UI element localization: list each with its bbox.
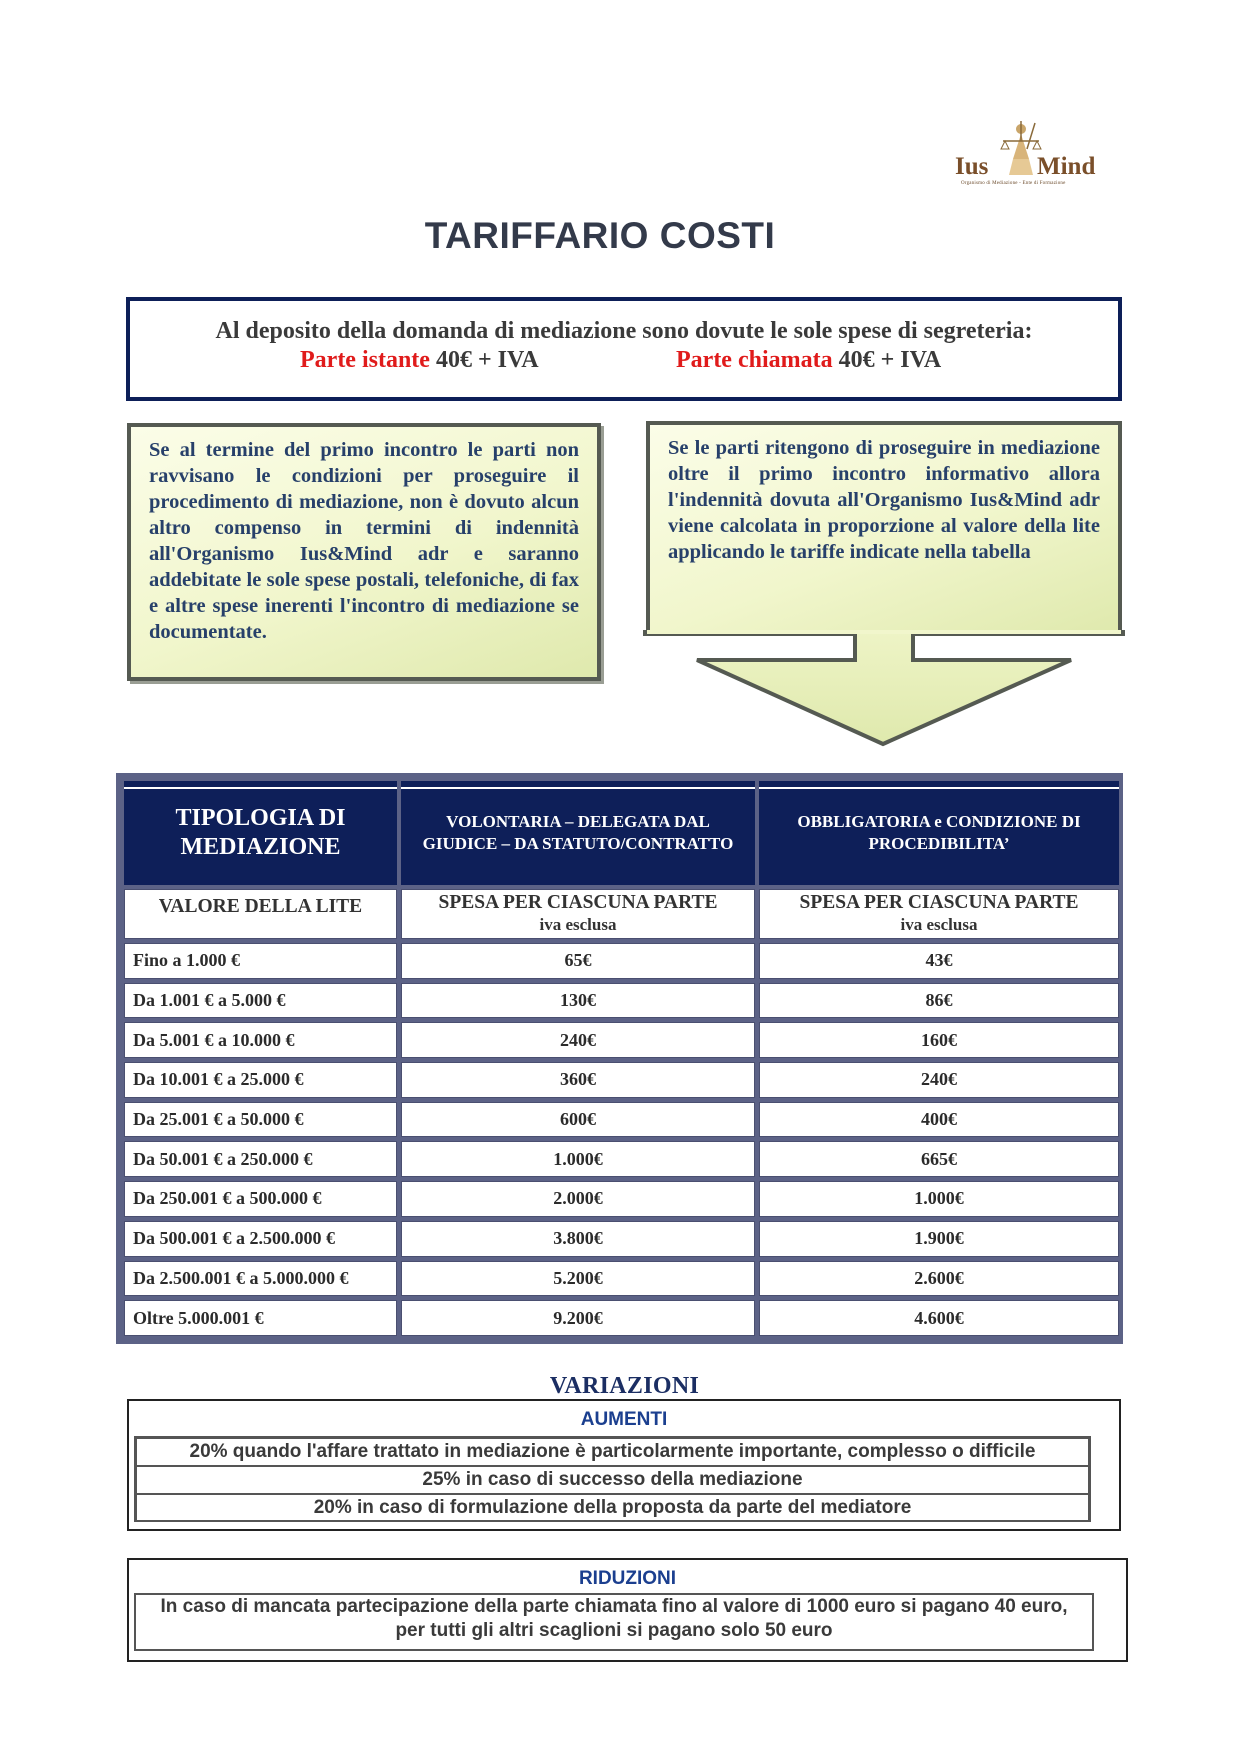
row-range: Da 250.001 € a 500.000 € bbox=[124, 1181, 397, 1217]
subheader-spesa-volontaria-line1: SPESA PER CIASCUNA PARTE bbox=[438, 892, 718, 913]
header-tipologia: TIPOLOGIA DI MEDIAZIONE bbox=[124, 781, 397, 885]
aumenti-item: 20% quando l'affare trattato in mediazione è particolarmente importante, complesso o difficile bbox=[136, 1438, 1089, 1466]
logo-ius-text: Ius bbox=[955, 153, 989, 180]
first-meeting-info-text: Se al termine del primo incontro le parti non ravvisano le condizioni per proseguire il procedimento di mediazione, non è dovuto alcun altro compenso in termini di indennità all'Organismo Ius&Mind adr e saranno addebitate le sole spese postali, telefoniche, di fax e altre spese inerenti l'incontro di mediazione se documentate. bbox=[149, 439, 579, 643]
subheader-spesa-obbligatoria-line1: SPESA PER CIASCUNA PARTE bbox=[799, 892, 1079, 913]
row-range: Da 2.500.001 € a 5.000.000 € bbox=[124, 1261, 397, 1297]
riduzioni-box bbox=[127, 1558, 1128, 1662]
row-volontaria: 5.200€ bbox=[401, 1261, 755, 1297]
table-row bbox=[124, 1141, 1119, 1177]
subheader-spesa-obbligatoria-line2: iva esclusa bbox=[900, 915, 978, 934]
variazioni-title: VARIAZIONI bbox=[549, 1373, 700, 1399]
row-obbligatoria: 665€ bbox=[759, 1141, 1119, 1177]
row-obbligatoria: 2.600€ bbox=[759, 1261, 1119, 1297]
subheader-spesa-volontaria bbox=[401, 889, 755, 939]
table-row bbox=[124, 1221, 1119, 1257]
header-obbligatoria: OBBLIGATORIA e CONDIZIONE DI PROCEDIBILITA’ bbox=[759, 781, 1119, 885]
table-row bbox=[124, 1181, 1119, 1217]
aumenti-list bbox=[134, 1436, 1091, 1522]
row-obbligatoria: 1.900€ bbox=[759, 1221, 1119, 1257]
ius-mind-logo bbox=[955, 115, 1105, 193]
logo-mind-text: Mind bbox=[1037, 153, 1096, 180]
riduzioni-list bbox=[134, 1593, 1094, 1651]
subheader-spesa-volontaria-line2: iva esclusa bbox=[539, 915, 617, 934]
row-volontaria: 360€ bbox=[401, 1062, 755, 1098]
aumenti-item: 25% in caso di successo della mediazione bbox=[136, 1466, 1089, 1494]
parte-chiamata-fee bbox=[676, 347, 941, 374]
parte-istante-fee bbox=[300, 347, 539, 374]
row-range: Fino a 1.000 € bbox=[124, 943, 397, 979]
parte-chiamata-label: Parte chiamata bbox=[676, 347, 833, 373]
logo-tagline: Organismo di Mediazione - Ente di Formazione bbox=[961, 181, 1066, 186]
aumenti-title: AUMENTI bbox=[580, 1409, 668, 1430]
row-range: Da 500.001 € a 2.500.000 € bbox=[124, 1221, 397, 1257]
table-row bbox=[124, 1261, 1119, 1297]
subheader-valore-lite: VALORE DELLA LITE bbox=[124, 889, 397, 939]
row-range: Da 1.001 € a 5.000 € bbox=[124, 983, 397, 1019]
row-volontaria: 130€ bbox=[401, 983, 755, 1019]
first-meeting-info-box bbox=[127, 423, 601, 681]
row-volontaria: 1.000€ bbox=[401, 1141, 755, 1177]
row-volontaria: 65€ bbox=[401, 943, 755, 979]
row-volontaria: 9.200€ bbox=[401, 1300, 755, 1336]
row-volontaria: 600€ bbox=[401, 1102, 755, 1138]
row-obbligatoria: 160€ bbox=[759, 1022, 1119, 1058]
row-range: Oltre 5.000.001 € bbox=[124, 1300, 397, 1336]
aumenti-item: 20% in caso di formulazione della proposta da parte del mediatore bbox=[136, 1494, 1089, 1522]
row-range: Da 5.001 € a 10.000 € bbox=[124, 1022, 397, 1058]
parte-istante-amount: 40€ + IVA bbox=[429, 347, 539, 373]
row-range: Da 50.001 € a 250.000 € bbox=[124, 1141, 397, 1177]
row-obbligatoria: 400€ bbox=[759, 1102, 1119, 1138]
page-title: TARIFFARIO COSTI bbox=[424, 215, 776, 256]
table-row bbox=[124, 1300, 1119, 1336]
riduzioni-title: RIDUZIONI bbox=[578, 1568, 677, 1589]
parte-chiamata-amount: 40€ + IVA bbox=[832, 347, 942, 373]
row-volontaria: 2.000€ bbox=[401, 1181, 755, 1217]
continue-mediation-info-text: Se le parti ritengono di proseguire in mediazione oltre il primo incontro informativo allora l'indennità dovuta all'Organismo Ius&Mind adr viene calcolata in proporzione al valore della lite applicando le tariffe indicate nella tabella bbox=[668, 437, 1100, 563]
row-obbligatoria: 86€ bbox=[759, 983, 1119, 1019]
tariff-table bbox=[116, 773, 1123, 1344]
subheader-spesa-obbligatoria bbox=[759, 889, 1119, 939]
header-volontaria: VOLONTARIA – DELEGATA DAL GIUDICE – DA STATUTO/CONTRATTO bbox=[401, 781, 755, 885]
parte-istante-label: Parte istante bbox=[300, 347, 430, 373]
row-obbligatoria: 240€ bbox=[759, 1062, 1119, 1098]
table-row bbox=[124, 1102, 1119, 1138]
down-arrow-icon bbox=[643, 630, 1125, 750]
row-volontaria: 240€ bbox=[401, 1022, 755, 1058]
row-range: Da 10.001 € a 25.000 € bbox=[124, 1062, 397, 1098]
continue-mediation-info-box bbox=[646, 421, 1122, 634]
riduzioni-item: In caso di mancata partecipazione della parte chiamata fino al valore di 1000 euro si pagano 40 euro, per tutti gli altri scaglioni si pagano solo 50 euro bbox=[160, 1596, 1068, 1641]
deposit-box bbox=[126, 297, 1122, 401]
table-row bbox=[124, 1022, 1119, 1058]
row-volontaria: 3.800€ bbox=[401, 1221, 755, 1257]
row-range: Da 25.001 € a 50.000 € bbox=[124, 1102, 397, 1138]
table-row bbox=[124, 1062, 1119, 1098]
table-row bbox=[124, 983, 1119, 1019]
table-row bbox=[124, 943, 1119, 979]
row-obbligatoria: 43€ bbox=[759, 943, 1119, 979]
aumenti-box bbox=[127, 1399, 1121, 1531]
deposit-intro: Al deposito della domanda di mediazione sono dovute le sole spese di segreteria: bbox=[215, 318, 1033, 344]
row-obbligatoria: 1.000€ bbox=[759, 1181, 1119, 1217]
row-obbligatoria: 4.600€ bbox=[759, 1300, 1119, 1336]
